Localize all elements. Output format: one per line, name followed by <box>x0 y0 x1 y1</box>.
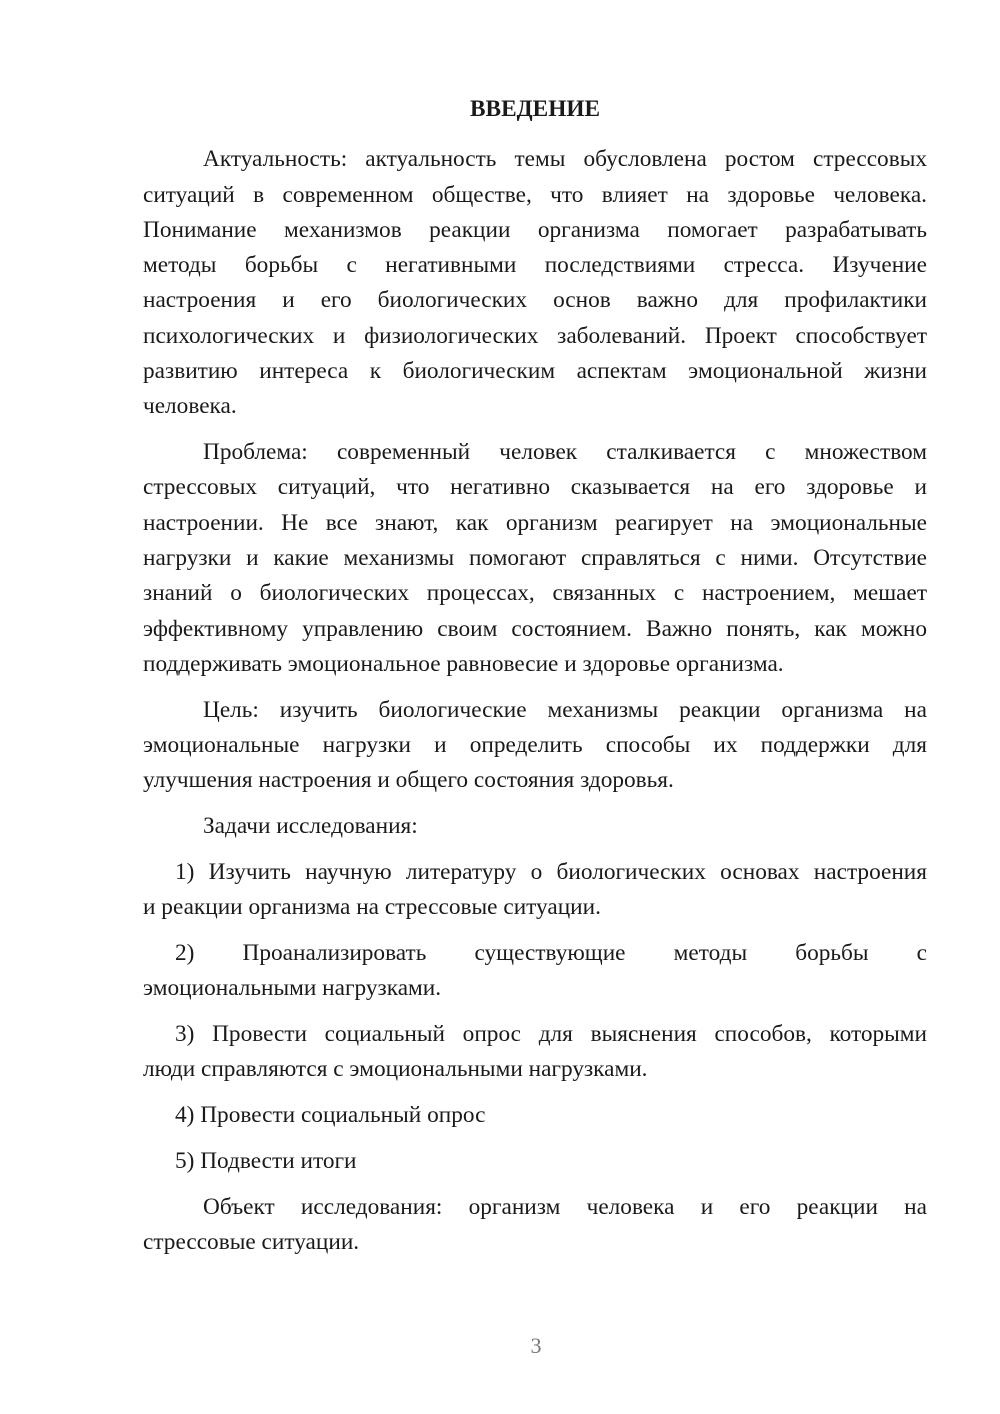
text-line: эмоциональные нагрузки и определить способы их поддержки для <box>143 732 927 759</box>
text-line: и реакции организма на стрессовые ситуации. <box>143 894 601 921</box>
text-line: эффективному управлению своим состоянием. Важно понять, как можно <box>143 615 927 642</box>
text-line: человека. <box>143 393 237 420</box>
text-line: эмоциональными нагрузками. <box>143 975 442 1002</box>
paragraph <box>143 142 927 424</box>
text-line: 5) Подвести итоги <box>175 1148 357 1175</box>
text-line: настроении. Не все знают, как организм реагирует на эмоциональные <box>143 509 927 536</box>
document-body <box>143 142 927 1260</box>
paragraph <box>143 809 927 844</box>
list-item <box>143 1144 927 1179</box>
paragraph <box>143 1190 927 1261</box>
text-line: Объект исследования: организм человека и его реакции на <box>203 1193 927 1220</box>
text-line: стрессовых ситуаций, что негативно сказывается на его здоровье и <box>143 474 927 501</box>
text-line: Актуальность: актуальность темы обусловлена ростом стрессовых <box>203 146 927 173</box>
text-line: знаний о биологических процессах, связанных с настроением, мешает <box>143 580 927 607</box>
paragraph <box>143 693 927 799</box>
text-line: люди справляются с эмоциональными нагрузками. <box>143 1056 648 1083</box>
text-line: 4) Провести социальный опрос <box>175 1102 486 1129</box>
list-item <box>143 855 927 926</box>
text-line: психологических и физиологических заболеваний. Проект способствует <box>143 322 927 349</box>
text-line: стрессовые ситуации. <box>143 1229 360 1256</box>
text-line: 2) Проанализировать существующие методы борьбы с <box>175 940 927 967</box>
text-line: ситуаций в современном обществе, что влияет на здоровье человека. <box>143 181 927 208</box>
paragraph <box>143 435 927 682</box>
list-item <box>143 1017 927 1088</box>
text-line: 1) Изучить научную литературу о биологических основах настроения <box>175 858 927 885</box>
page-number: 3 <box>530 1333 542 1358</box>
list-item <box>143 936 927 1007</box>
text-line: методы борьбы с негативными последствиями стресса. Изучение <box>143 252 927 279</box>
text-line: поддерживать эмоциональное равновесие и здоровье организма. <box>143 650 784 677</box>
document-page <box>143 92 927 1271</box>
text-line: нагрузки и какие механизмы помогают справляться с ними. Отсутствие <box>143 545 927 572</box>
list-item <box>143 1098 927 1133</box>
text-line: 3) Провести социальный опрос для выяснения способов, которыми <box>175 1021 927 1048</box>
text-line: Проблема: современный человек сталкивается с множеством <box>203 439 927 466</box>
text-line: настроения и его биологических основ важно для профилактики <box>143 287 927 314</box>
text-line: Цель: изучить биологические механизмы реакции организма на <box>203 696 927 723</box>
text-line: Задачи исследования: <box>203 813 418 840</box>
text-line: развитию интереса к биологическим аспектам эмоциональной жизни <box>143 358 927 385</box>
section-title: ВВЕДЕНИЕ <box>470 96 600 122</box>
text-line: Понимание механизмов реакции организма помогает разрабатывать <box>143 216 927 243</box>
text-line: улучшения настроения и общего состояния здоровья. <box>143 767 674 794</box>
